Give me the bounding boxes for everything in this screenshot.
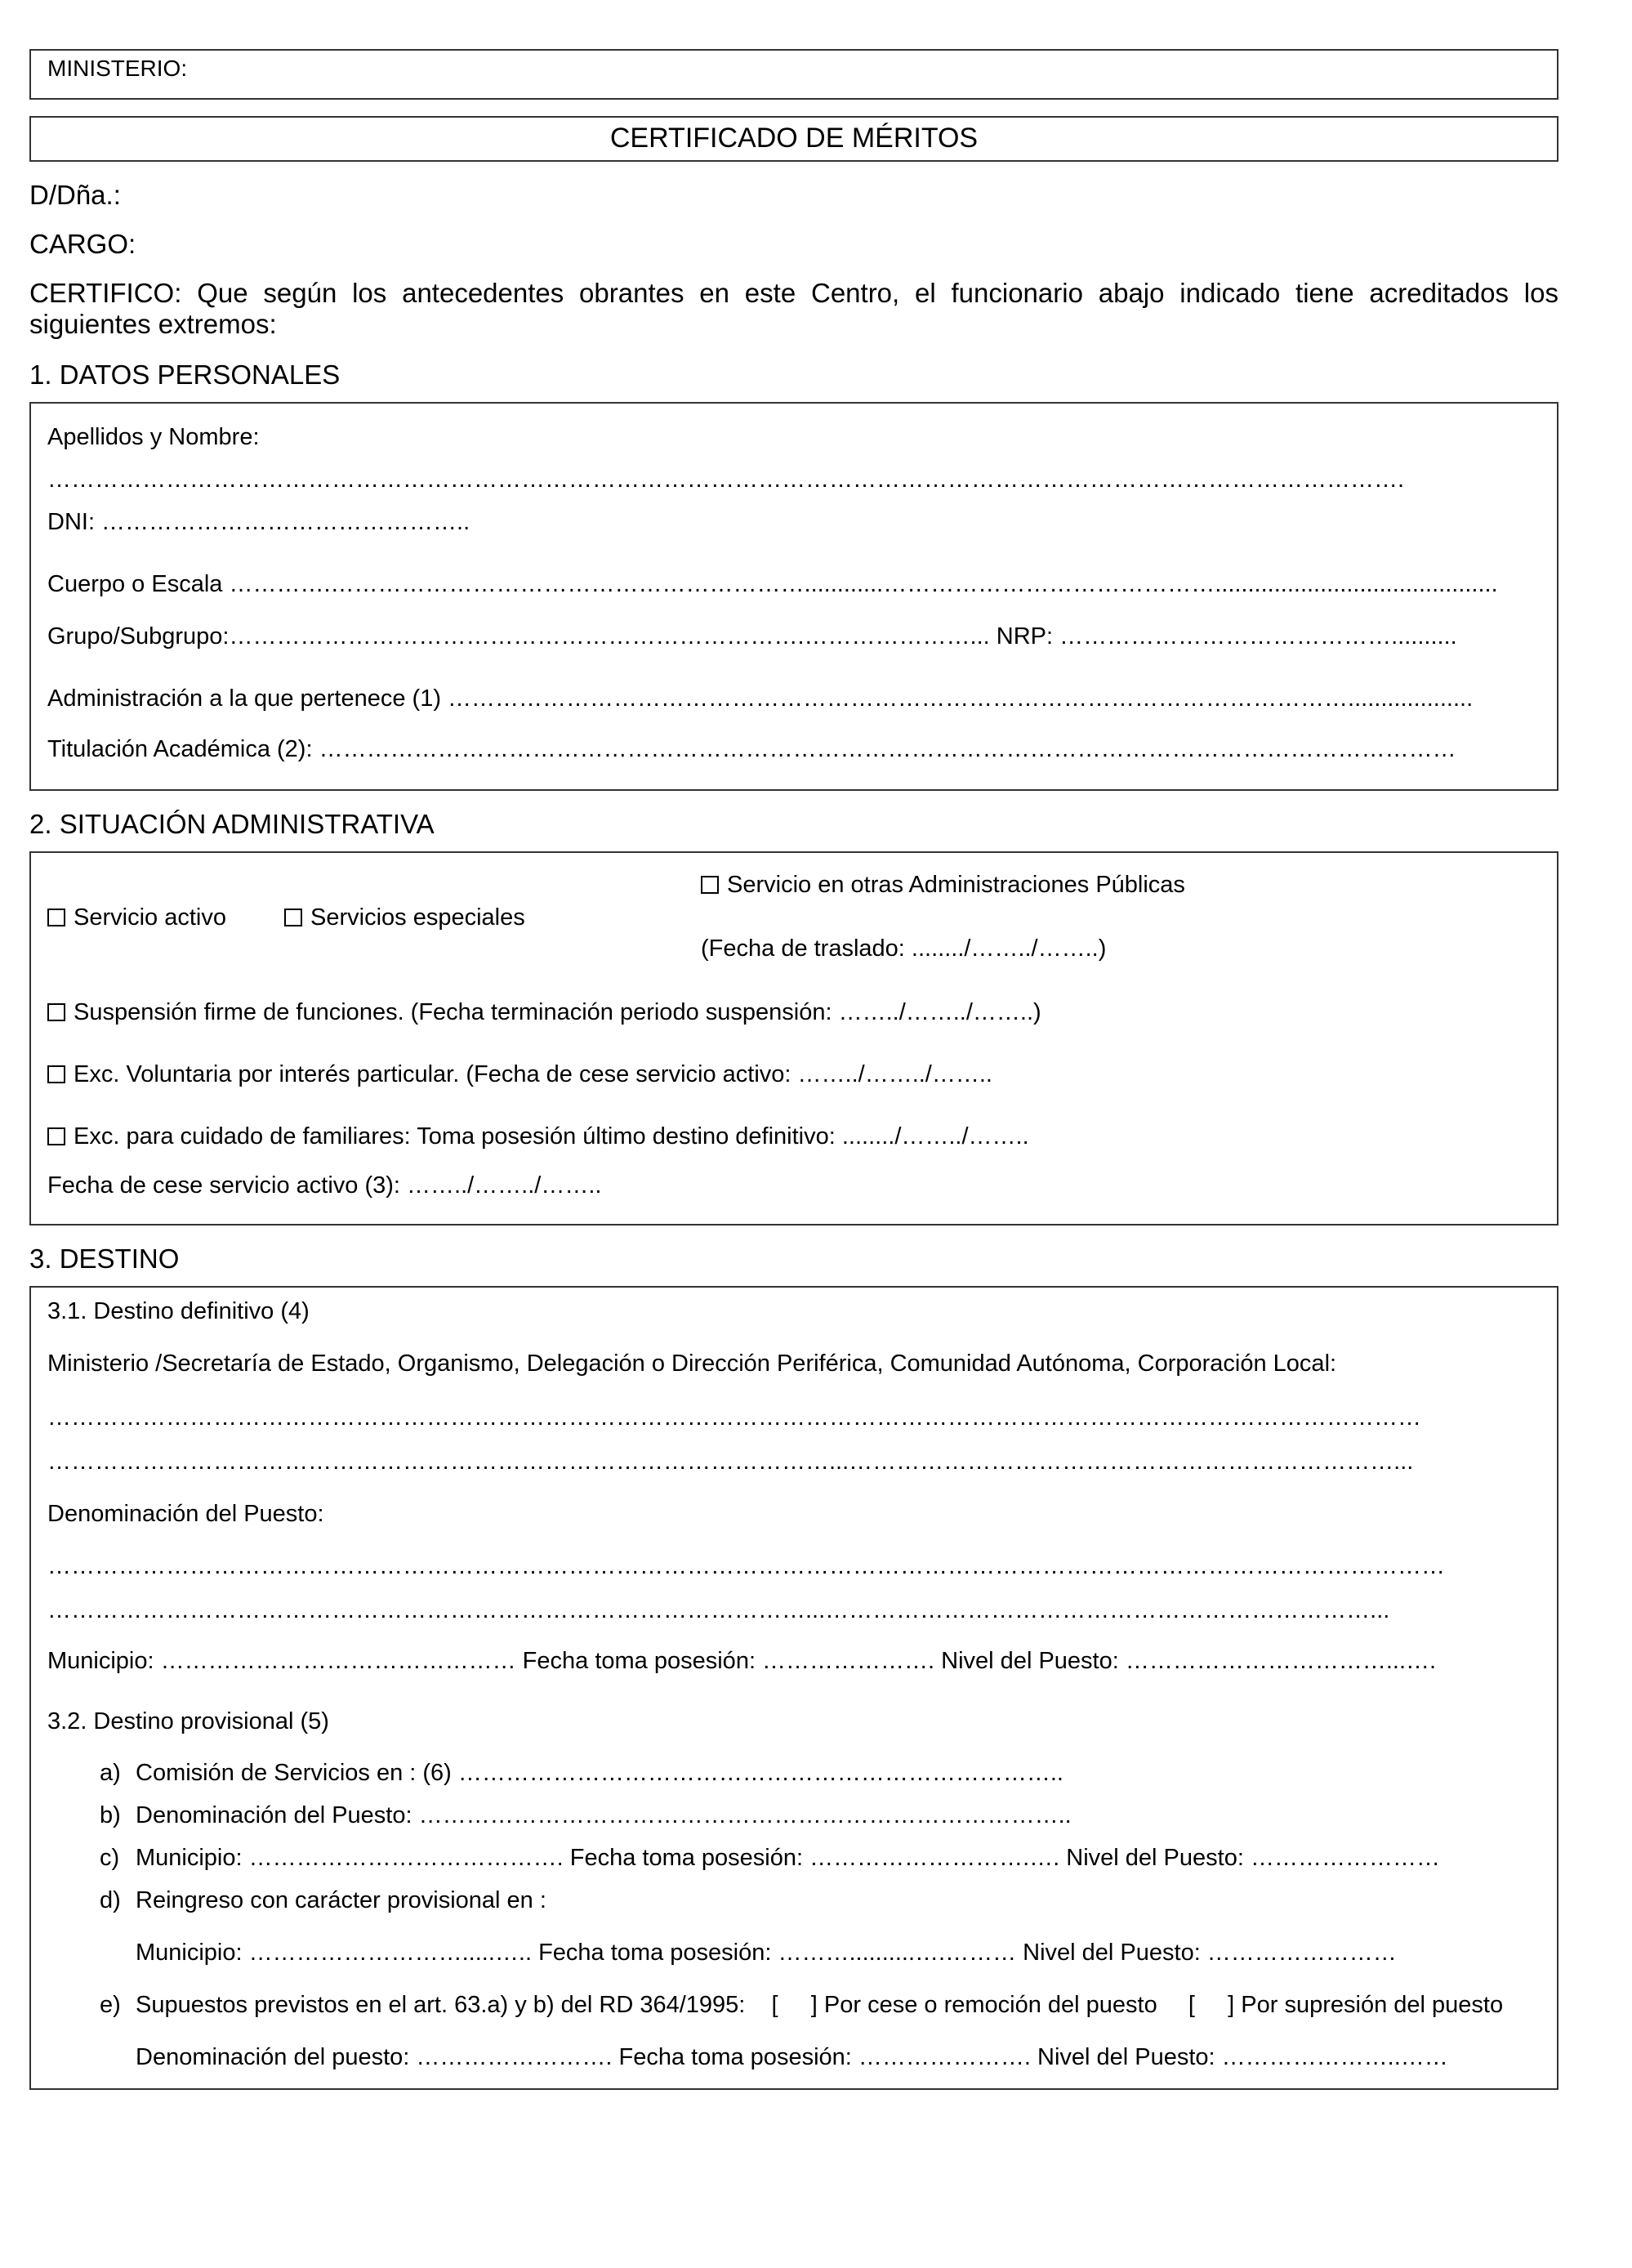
apellidos-field[interactable]: ………………………………………………………………………………………………………………………………………………………. bbox=[47, 467, 1405, 493]
ministerio-organismo-field-1[interactable]: ………………………………………………………………………………………………………………………………………………………… bbox=[47, 1404, 1421, 1431]
datos-personales-box bbox=[29, 402, 1558, 791]
otras-admin-checkbox[interactable] bbox=[701, 876, 719, 894]
provisional-item-d[interactable] bbox=[47, 1887, 546, 1914]
dni-field[interactable]: DNI: ……………………………………….. bbox=[47, 509, 470, 535]
apellidos-label: Apellidos y Nombre: bbox=[47, 424, 260, 450]
section2-heading: 2. SITUACIÓN ADMINISTRATIVA bbox=[29, 809, 435, 839]
otras-admin-option[interactable] bbox=[701, 871, 1185, 899]
servicio-activo-label: Servicio activo bbox=[74, 904, 226, 931]
item-text: Municipio: …………………………………. Fecha toma posesión: ……………………….…. Nivel del Puesto: …………………… bbox=[136, 1845, 1440, 1871]
cese-remocion-checkbox[interactable]: [ ] bbox=[771, 1992, 818, 2018]
destino-box bbox=[29, 1286, 1558, 2090]
item-text: Reingreso con carácter provisional en : bbox=[136, 1887, 546, 1913]
servicios-especiales-option[interactable] bbox=[284, 904, 525, 931]
certifico-text: CERTIFICO: Que según los antecedentes obrantes en este Centro, el funcionario abajo indicado tiene acreditados los siguientes extremos: bbox=[29, 278, 1558, 339]
fecha-traslado-field[interactable]: (Fecha de traslado: ......../……../……..) bbox=[701, 935, 1107, 962]
exc-familiares-option[interactable] bbox=[47, 1123, 1029, 1150]
provisional-item-b[interactable] bbox=[47, 1802, 1072, 1829]
servicios-especiales-checkbox[interactable] bbox=[284, 909, 302, 926]
item-text: Denominación del Puesto: ……………………………………………………………………….. bbox=[136, 1802, 1072, 1828]
ministerio-label: MINISTERIO: bbox=[47, 56, 188, 81]
exc-voluntaria-label: Exc. Voluntaria por interés particular. (Fecha de cese servicio activo: ……../……../…….. bbox=[74, 1061, 992, 1087]
item-letter: e) bbox=[100, 1992, 121, 2018]
item-letter: a) bbox=[100, 1760, 121, 1786]
section1-heading: 1. DATOS PERSONALES bbox=[29, 359, 341, 390]
title-box bbox=[29, 116, 1558, 162]
supresion-label: Por supresión del puesto bbox=[1241, 1992, 1504, 2018]
reingreso-municipio-field[interactable]: Municipio: ……………………….....….. Fecha toma posesión: ………..........….……… Nivel del Puesto: …………………… bbox=[136, 1940, 1397, 1966]
provisional-item-a[interactable] bbox=[47, 1760, 1063, 1787]
cese-remocion-label: Por cese o remoción del puesto bbox=[823, 1992, 1157, 2018]
exc-familiares-checkbox[interactable] bbox=[47, 1127, 65, 1145]
cargo-field[interactable]: CARGO: bbox=[29, 229, 136, 259]
suspension-option[interactable] bbox=[47, 998, 1041, 1026]
supuesto-denominacion-field[interactable]: Denominación del puesto: ……………………. Fecha toma posesión: …………………. Nivel del Puesto: …………………..…… bbox=[136, 2044, 1448, 2070]
suspension-label: Suspensión firme de funciones. (Fecha terminación periodo suspensión: ……../……../……..) bbox=[74, 999, 1041, 1025]
ddna-field[interactable]: D/Dña.: bbox=[29, 180, 121, 210]
administracion-field[interactable]: Administración a la que pertenece (1) ……………………………………………………………………………………………………................... bbox=[47, 685, 1474, 712]
provisional-item-c[interactable] bbox=[47, 1845, 1440, 1872]
page-title: CERTIFICADO DE MÉRITOS bbox=[609, 123, 979, 154]
exc-familiares-label: Exc. para cuidado de familiares: Toma posesión último destino definitivo: ......../……../…….. bbox=[74, 1123, 1029, 1150]
cuerpo-field[interactable]: Cuerpo o Escala ………….……………………………………………………............……………………………………........................................... bbox=[47, 571, 1498, 597]
titulacion-field[interactable]: Titulación Académica (2): ……………………………………………………………………………………………………………………………… bbox=[47, 736, 1456, 762]
ministerio-organismo-field-2[interactable]: ………………………………………………………………………………………...……………………………………………………………... bbox=[47, 1449, 1414, 1475]
destino-provisional-title: 3.2. Destino provisional (5) bbox=[47, 1708, 329, 1734]
denominacion-field-2[interactable]: ……………………………………………………………………………………...……………………………………………………………... bbox=[47, 1597, 1390, 1623]
item-text: Supuestos previstos en el art. 63.a) y b) del RD 364/1995: bbox=[136, 1992, 746, 2018]
otras-admin-label: Servicio en otras Administraciones Públicas bbox=[727, 872, 1185, 898]
situacion-box bbox=[29, 851, 1558, 1226]
denominacion-field-1[interactable]: …………………………………………………………………………………………………………………………………………………………… bbox=[47, 1553, 1445, 1579]
supresion-checkbox[interactable]: [ ] bbox=[1188, 1992, 1235, 2018]
exc-voluntaria-option[interactable] bbox=[47, 1060, 992, 1088]
grupo-nrp-field[interactable]: Grupo/Subgrupo:……………………………………………………………….…………………... NRP: …………………………………….......... bbox=[47, 623, 1457, 650]
servicio-activo-option[interactable] bbox=[47, 904, 226, 931]
certificate-page bbox=[29, 49, 1558, 2090]
section3-heading: 3. DESTINO bbox=[29, 1243, 180, 1274]
fecha-cese-field[interactable]: Fecha de cese servicio activo (3): ……../……../…….. bbox=[47, 1172, 602, 1199]
item-letter: d) bbox=[100, 1887, 121, 1913]
item-text: Comisión de Servicios en : (6) ………………………………………………………………….. bbox=[136, 1760, 1063, 1786]
municipio-definitivo-field[interactable]: Municipio: ……………………………………… Fecha toma posesión: …………………. Nivel del Puesto: ……………………………...…. bbox=[47, 1648, 1437, 1674]
suspension-checkbox[interactable] bbox=[47, 1003, 65, 1021]
ministerio-organismo-label: Ministerio /Secretaría de Estado, Organismo, Delegación o Dirección Periférica, Comunidad Autónoma, Corporación Local: bbox=[47, 1351, 1337, 1377]
servicios-especiales-label: Servicios especiales bbox=[310, 904, 525, 931]
provisional-item-e[interactable] bbox=[47, 1992, 1503, 2019]
servicio-activo-checkbox[interactable] bbox=[47, 909, 65, 926]
denominacion-label: Denominación del Puesto: bbox=[47, 1501, 324, 1527]
destino-definitivo-title: 3.1. Destino definitivo (4) bbox=[47, 1298, 310, 1324]
item-letter: b) bbox=[100, 1802, 121, 1828]
exc-voluntaria-checkbox[interactable] bbox=[47, 1065, 65, 1083]
ministerio-box[interactable] bbox=[29, 49, 1558, 100]
item-letter: c) bbox=[100, 1845, 120, 1871]
